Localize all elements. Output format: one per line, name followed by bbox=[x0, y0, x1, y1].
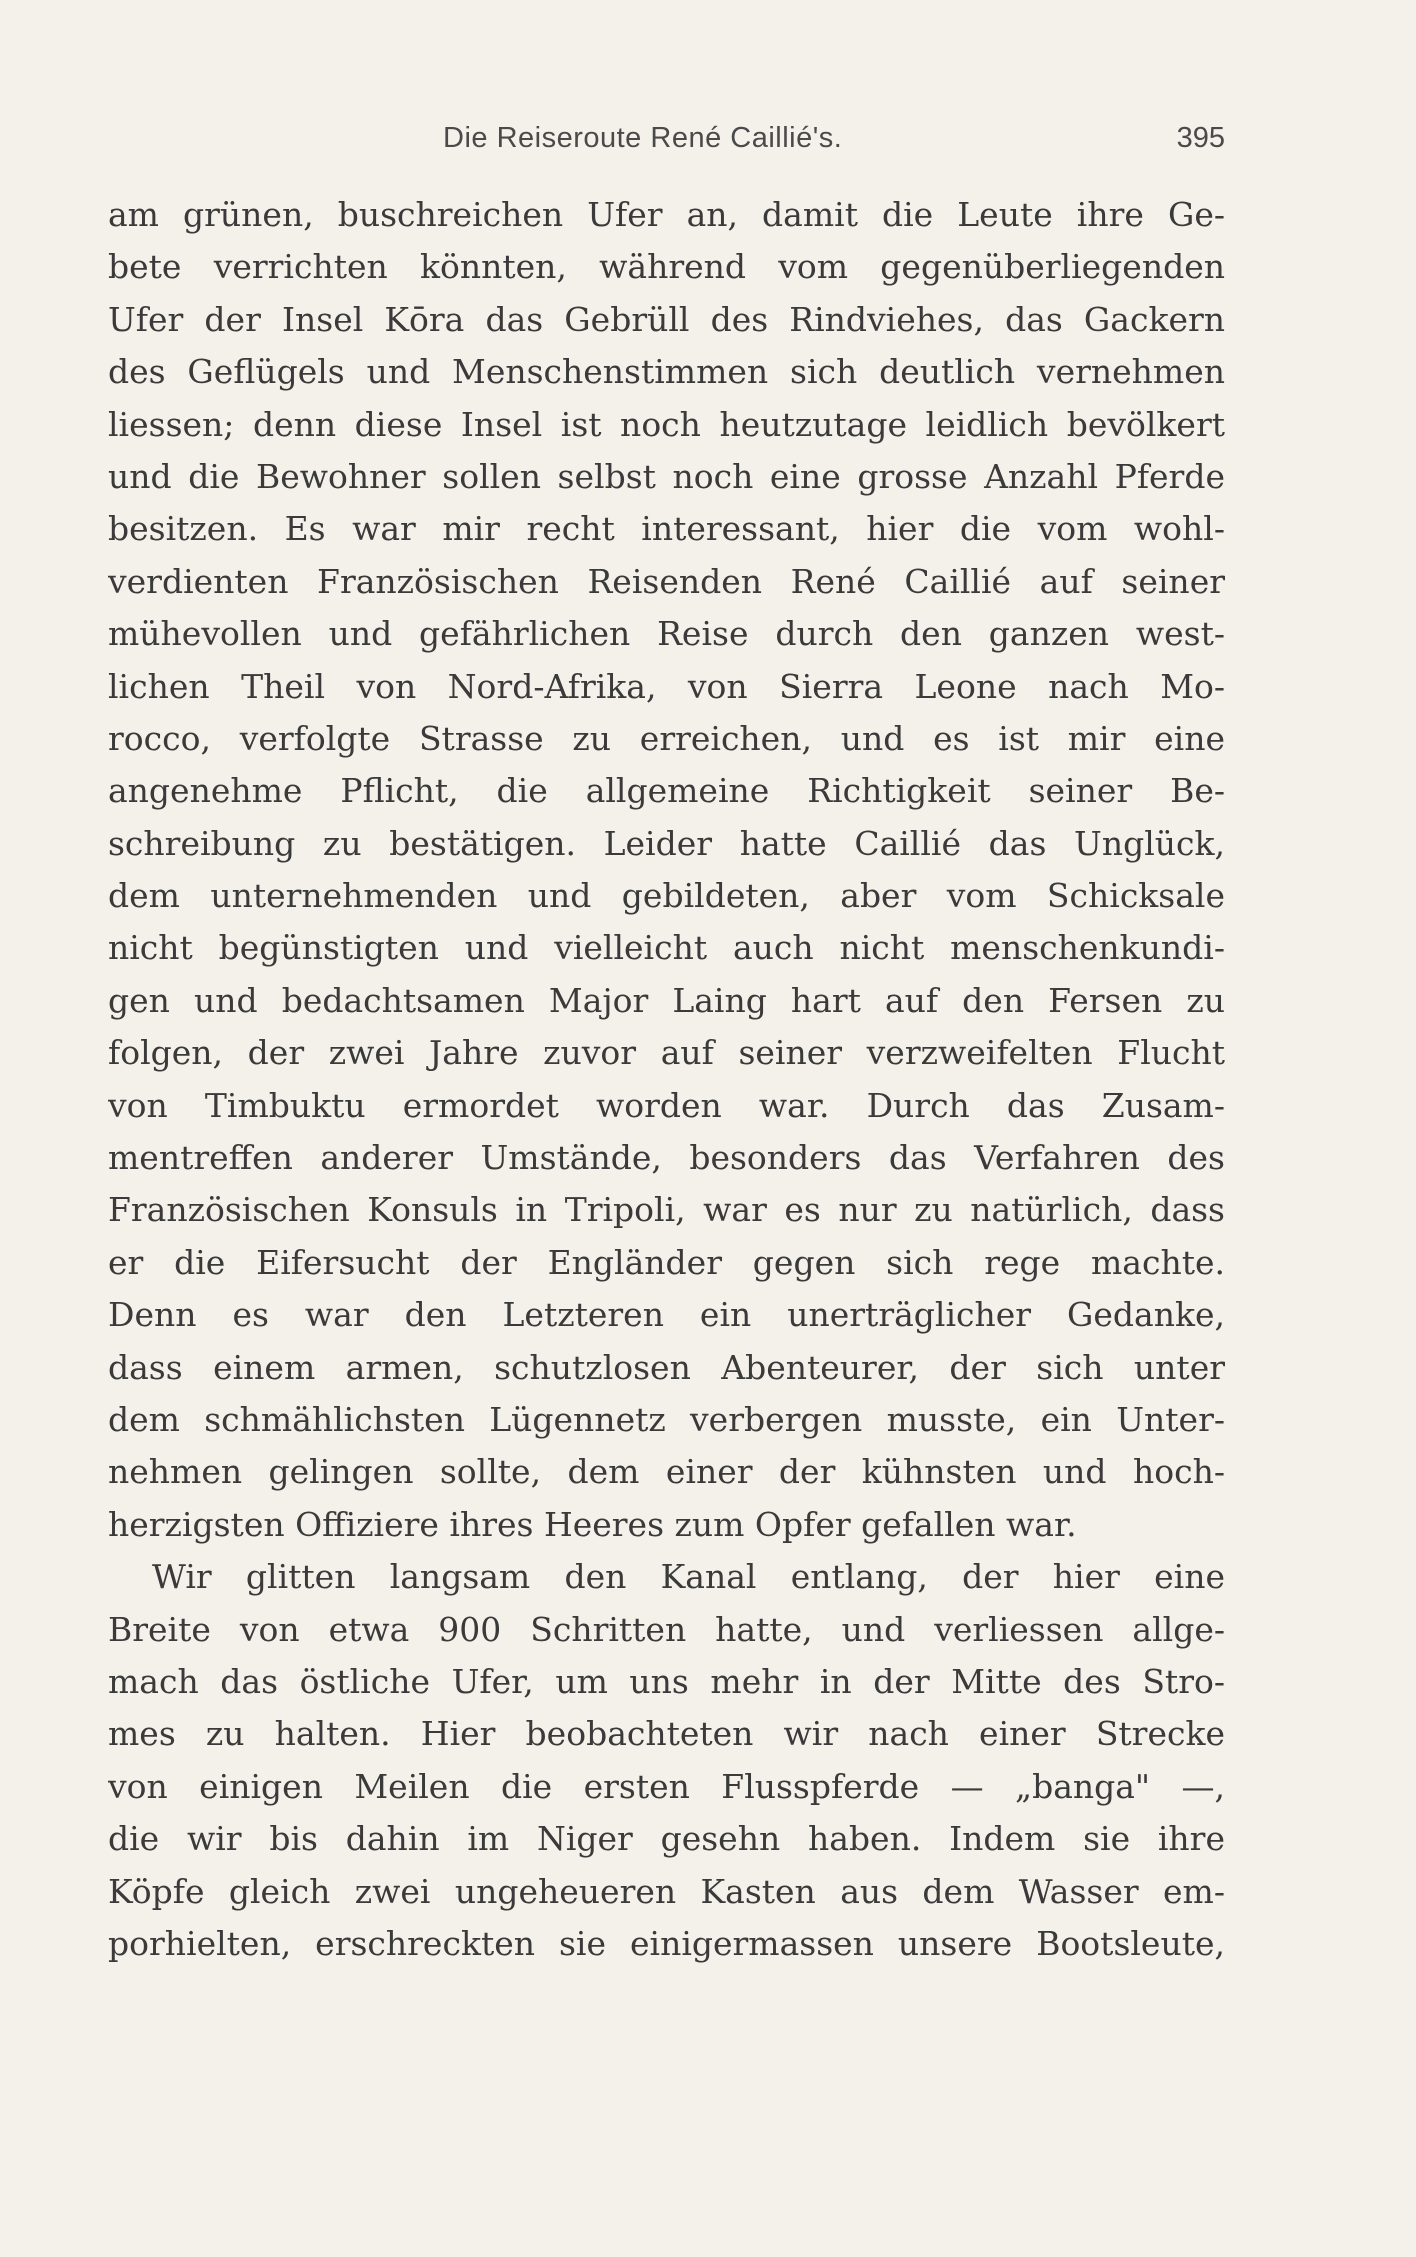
text-line: schreibung zu bestätigen. Leider hatte Caillié das Unglück, bbox=[108, 823, 1225, 863]
text-line: bete verrichten könnten, während vom gegenüberliegenden bbox=[108, 247, 1225, 287]
text-line: dem unternehmenden und gebildeten, aber vom Schicksale bbox=[108, 876, 1225, 916]
text-line: liessen; denn diese Insel ist noch heutzutage leidlich bevölkert bbox=[108, 404, 1225, 444]
text-line: mach das östliche Ufer, um uns mehr in der Mitte des Stro- bbox=[108, 1661, 1225, 1701]
text-line: mentreffen anderer Umstände, besonders das Verfahren des bbox=[108, 1138, 1225, 1178]
text-line: porhielten, erschreckten sie einigermassen unsere Bootsleute, bbox=[108, 1923, 1225, 1963]
text-line: lichen Theil von Nord-Afrika, von Sierra Leone nach Mo- bbox=[108, 666, 1225, 706]
text-line: und die Bewohner sollen selbst noch eine grosse Anzahl Pferde bbox=[108, 456, 1225, 496]
text-line: Ufer der Insel Kōra das Gebrüll des Rindviehes, das Gackern bbox=[108, 299, 1225, 339]
text-line: dem schmählichsten Lügennetz verbergen musste, ein Unter- bbox=[108, 1399, 1225, 1439]
page-header bbox=[108, 122, 1225, 162]
text-line: die wir bis dahin im Niger gesehn haben. Indem sie ihre bbox=[108, 1819, 1225, 1859]
text-line: am grünen, buschreichen Ufer an, damit die Leute ihre Ge- bbox=[108, 195, 1225, 234]
text-line: er die Eifersucht der Engländer gegen sich rege machte. bbox=[108, 1242, 1225, 1282]
text-line: gen und bedachtsamen Major Laing hart auf den Fersen zu bbox=[108, 980, 1225, 1020]
body-text bbox=[108, 189, 1225, 1970]
text-line: folgen, der zwei Jahre zuvor auf seiner verzweifelten Flucht bbox=[108, 1033, 1225, 1073]
text-line: mühevollen und gefährlichen Reise durch den ganzen west- bbox=[108, 614, 1225, 654]
text-line: Französischen Konsuls in Tripoli, war es nur zu natürlich, dass bbox=[108, 1190, 1225, 1230]
text-line: von einigen Meilen die ersten Flusspferde — „banga" —, bbox=[108, 1766, 1225, 1806]
text-line: nicht begünstigten und vielleicht auch nicht menschenkundi- bbox=[108, 928, 1225, 968]
page-number: 395 bbox=[1176, 122, 1225, 154]
text-line: angenehme Pflicht, die allgemeine Richtigkeit seiner Be- bbox=[108, 771, 1225, 811]
text-line: Wir glitten langsam den Kanal entlang, der hier eine bbox=[152, 1557, 1225, 1597]
text-line: von Timbuktu ermordet worden war. Durch das Zusam- bbox=[108, 1085, 1225, 1125]
running-title: Die Reiseroute René Caillié's. bbox=[443, 122, 843, 154]
text-line: nehmen gelingen sollte, dem einer der kühnsten und hoch- bbox=[108, 1452, 1225, 1492]
text-line: herzigsten Offiziere ihres Heeres zum Opfer gefallen war. bbox=[108, 1504, 1077, 1544]
text-line: Köpfe gleich zwei ungeheueren Kasten aus dem Wasser em- bbox=[108, 1871, 1225, 1911]
text-line: Denn es war den Letzteren ein unerträglicher Gedanke, bbox=[108, 1295, 1225, 1335]
text-line: verdienten Französischen Reisenden René Caillié auf seiner bbox=[108, 561, 1225, 601]
text-line: des Geflügels und Menschenstimmen sich deutlich vernehmen bbox=[108, 352, 1225, 392]
text-line: besitzen. Es war mir recht interessant, hier die vom wohl- bbox=[108, 509, 1225, 549]
text-line: Breite von etwa 900 Schritten hatte, und verliessen allge- bbox=[108, 1609, 1225, 1649]
text-line: rocco, verfolgte Strasse zu erreichen, und es ist mir eine bbox=[108, 718, 1225, 758]
text-line: dass einem armen, schutzlosen Abenteurer, der sich unter bbox=[108, 1347, 1225, 1387]
text-line: mes zu halten. Hier beobachteten wir nach einer Strecke bbox=[108, 1714, 1225, 1754]
